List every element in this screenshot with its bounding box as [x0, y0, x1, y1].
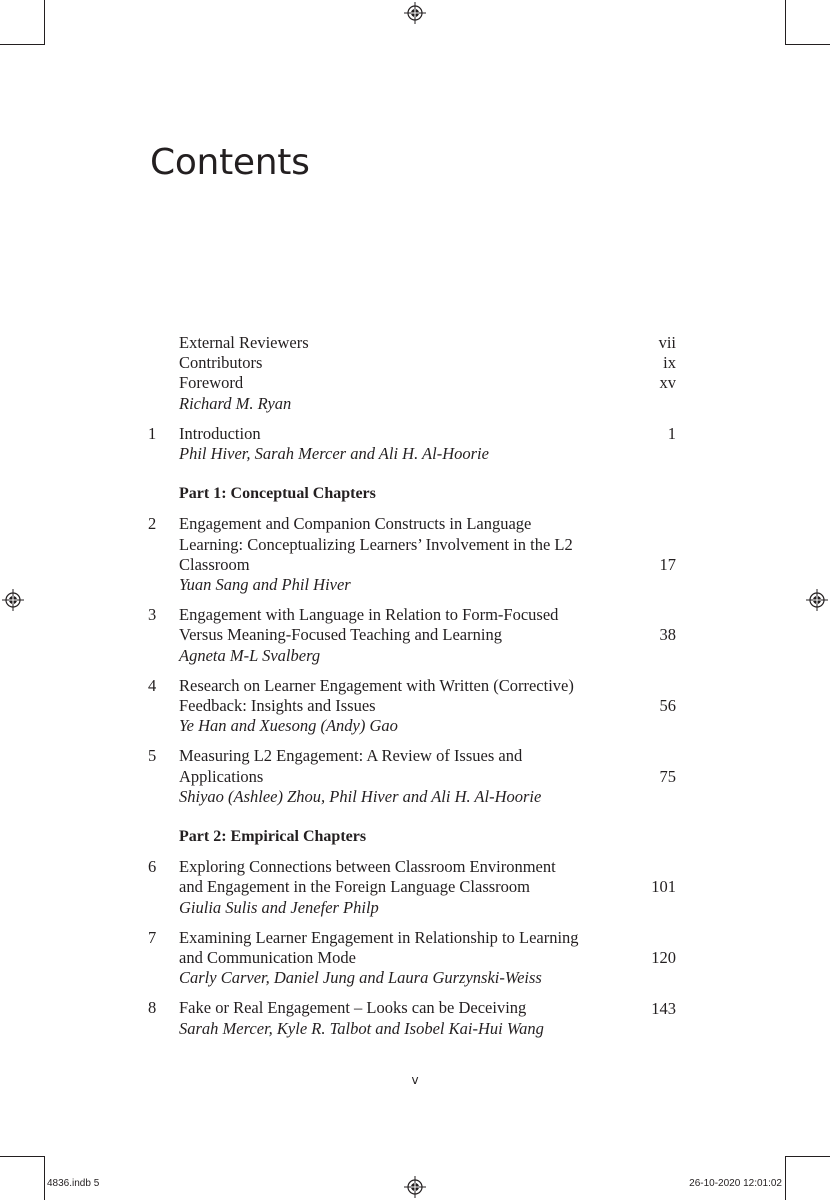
- page-number: vii: [658, 333, 676, 352]
- part-heading: Part 1: Conceptual Chapters: [179, 485, 376, 503]
- crop-mark: [785, 1156, 786, 1200]
- toc-entry-text: [179, 857, 639, 918]
- table-of-contents: [0, 333, 830, 1039]
- registration-mark-icon: [404, 2, 426, 24]
- page-number: 75: [659, 766, 676, 786]
- page-number: xv: [659, 373, 676, 393]
- toc-entry: [0, 605, 830, 666]
- toc-entry-text: [179, 333, 639, 353]
- crop-mark: [44, 1156, 45, 1200]
- chapter-authors: Shiyao (Ashlee) Zhou, Phil Hiver and Ali H. Al-Hoorie: [179, 786, 542, 806]
- toc-entry: [0, 857, 830, 918]
- page-number: 56: [659, 696, 676, 716]
- crop-mark: [785, 0, 786, 45]
- part-heading: Part 2: Empirical Chapters: [179, 828, 367, 846]
- chapter-authors: Phil Hiver, Sarah Mercer and Ali H. Al-Hoorie: [179, 444, 489, 464]
- chapter-title: Examining Learner Engagement in Relationship to Learning: [179, 927, 579, 947]
- chapter-title: Research on Learner Engagement with Written (Corrective): [179, 675, 574, 695]
- chapter-number: 5: [148, 746, 157, 766]
- toc-entry-text: [179, 998, 639, 1038]
- page-number: 143: [651, 998, 676, 1018]
- chapter-number: 3: [148, 605, 157, 625]
- toc-entry-text: [179, 373, 639, 393]
- chapter-number: 6: [148, 857, 157, 877]
- toc-entry: [0, 394, 830, 414]
- chapter-title: Classroom: [179, 554, 250, 574]
- chapter-title: Measuring L2 Engagement: A Review of Issues and: [179, 746, 523, 766]
- page-title: Contents: [150, 142, 310, 183]
- chapter-title: Engagement and Companion Constructs in Language: [179, 514, 532, 534]
- chapter-authors: Giulia Sulis and Jenefer Philp: [179, 897, 379, 917]
- slug-timestamp: 26-10-2020 12:01:02: [689, 1178, 782, 1189]
- toc-entry: [0, 333, 830, 353]
- toc-entry-text: [179, 928, 639, 989]
- chapter-title: Applications: [179, 766, 264, 786]
- chapter-authors: Agneta M-L Svalberg: [179, 645, 321, 665]
- chapter-authors: Yuan Sang and Phil Hiver: [179, 575, 351, 595]
- toc-entry-text: [179, 394, 639, 414]
- crop-mark: [0, 44, 45, 45]
- crop-mark: [0, 1156, 45, 1157]
- page-number: 38: [659, 625, 676, 645]
- toc-entry-text: [179, 424, 639, 464]
- crop-mark: [44, 0, 45, 45]
- toc-entry: [0, 676, 830, 737]
- toc-entry-text: [179, 514, 639, 595]
- chapter-authors: Ye Han and Xuesong (Andy) Gao: [179, 716, 398, 736]
- toc-entry-text: [179, 353, 639, 373]
- chapter-number: 4: [148, 675, 157, 695]
- toc-entry-text: [179, 746, 639, 807]
- chapter-title: Foreword: [179, 373, 244, 393]
- chapter-title: Engagement with Language in Relation to Form-Focused: [179, 605, 559, 625]
- chapter-title: and Engagement in the Foreign Language Classroom: [179, 877, 530, 897]
- toc-entry-text: [179, 676, 639, 737]
- chapter-title: Contributors: [179, 353, 263, 373]
- page-number: 1: [667, 423, 676, 443]
- crop-mark: [785, 1156, 830, 1157]
- chapter-title: Feedback: Insights and Issues: [179, 696, 376, 716]
- toc-entry: [0, 514, 830, 595]
- chapter-title: Versus Meaning-Focused Teaching and Learning: [179, 625, 502, 645]
- toc-entry: [0, 353, 830, 373]
- chapter-title: Learning: Conceptualizing Learners’ Involvement in the L2: [179, 534, 573, 554]
- toc-entry: [0, 998, 830, 1038]
- chapter-authors: Carly Carver, Daniel Jung and Laura Gurzynski-Weiss: [179, 968, 542, 988]
- toc-entry: [0, 373, 830, 393]
- chapter-title: Fake or Real Engagement – Looks can be Deceiving: [179, 998, 527, 1018]
- registration-mark-icon: [404, 1176, 426, 1198]
- chapter-title: Introduction: [179, 423, 261, 443]
- chapter-title: and Communication Mode: [179, 948, 356, 968]
- chapter-number: 7: [148, 927, 157, 947]
- page-folio: v: [411, 1073, 419, 1087]
- chapter-title: Exploring Connections between Classroom Environment: [179, 857, 556, 877]
- toc-entry: [0, 746, 830, 807]
- chapter-authors: Richard M. Ryan: [179, 393, 292, 413]
- toc-entry-text: [179, 605, 639, 666]
- chapter-authors: Sarah Mercer, Kyle R. Talbot and Isobel Kai-Hui Wang: [179, 1018, 544, 1038]
- slug-file: 4836.indb 5: [47, 1178, 100, 1189]
- toc-entry: [0, 424, 830, 464]
- chapter-number: 8: [148, 998, 157, 1018]
- page-number: 101: [651, 877, 676, 897]
- page-number: 120: [651, 948, 676, 968]
- chapter-number: 1: [148, 423, 157, 443]
- chapter-title: External Reviewers: [179, 333, 309, 352]
- crop-mark: [785, 44, 830, 45]
- page-number: ix: [663, 353, 676, 373]
- toc-entry: [0, 928, 830, 989]
- page-number: 17: [659, 554, 676, 574]
- chapter-number: 2: [148, 514, 157, 534]
